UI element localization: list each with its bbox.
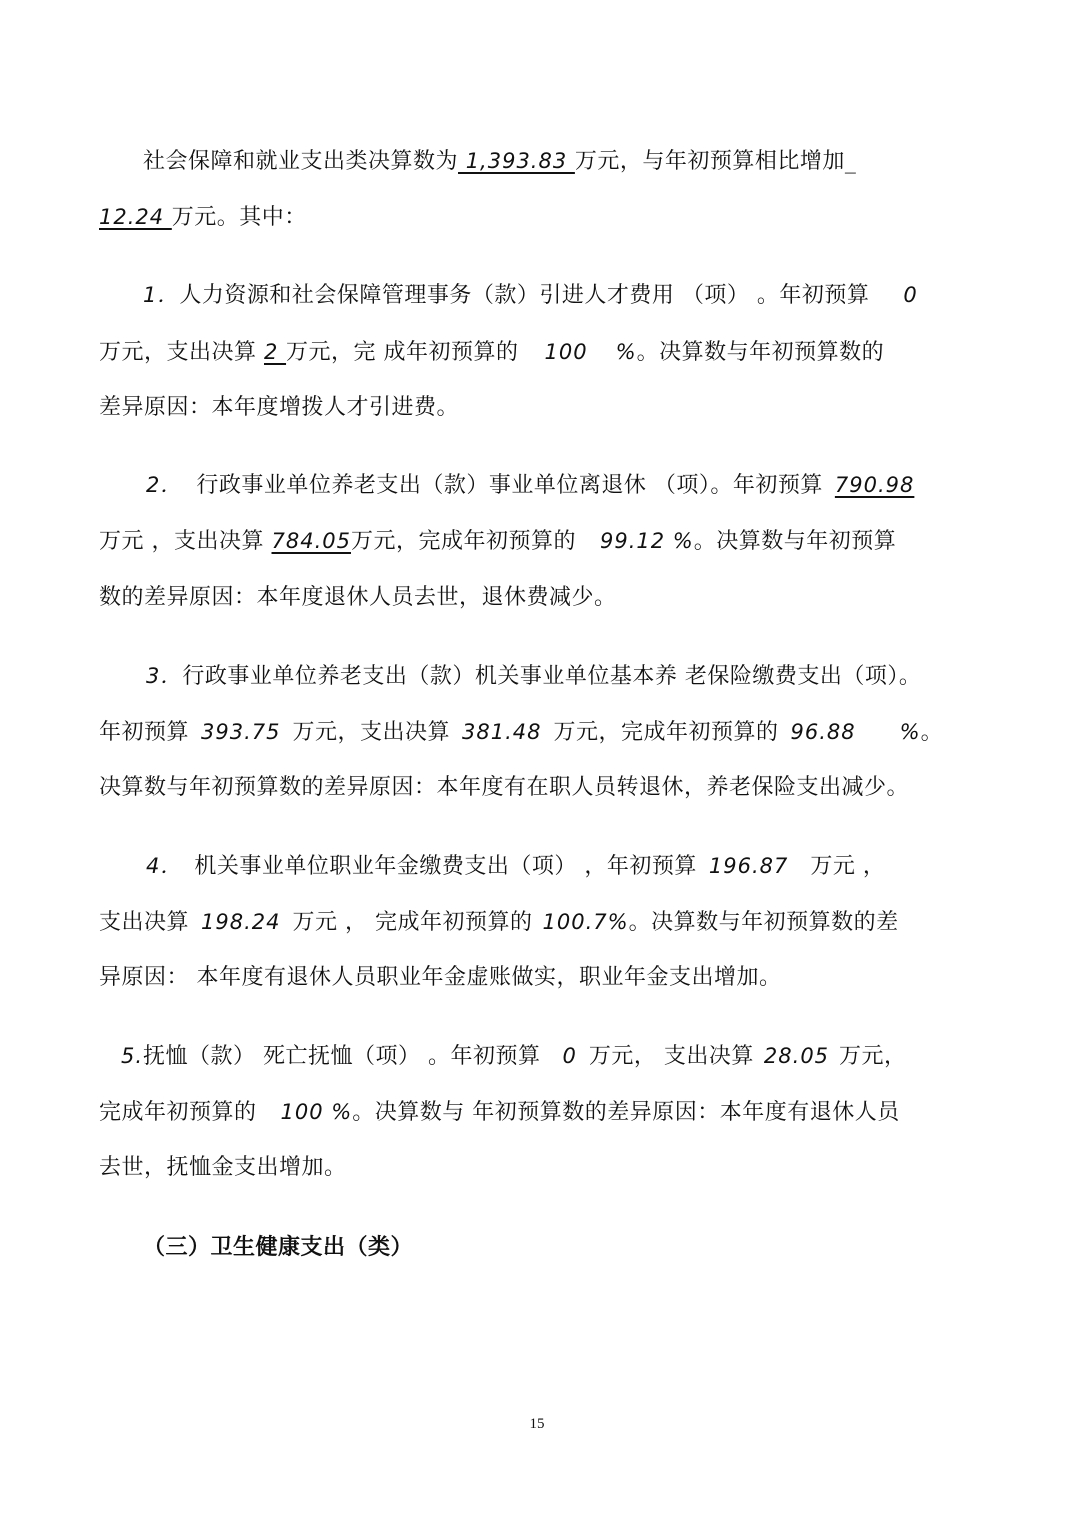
item2-reason: 数的差异原因：本年度退休人员去世，退休费减少。 [99, 585, 617, 610]
item1-line-3 [99, 393, 459, 423]
item5-reason: 去世，抚恤金支出增加。 [99, 1155, 347, 1180]
item3-actual: 381.48 [462, 720, 542, 744]
item4-text-4: 。决算数与年初预算数的差 [628, 910, 899, 935]
item1-actual: 2 [264, 340, 287, 364]
item3-percent: % [899, 720, 921, 744]
intro-text-2: 万元，与年初预算相比增加 [574, 149, 845, 174]
underscore-mark: _ [844, 149, 857, 174]
item5-budget: 0 [562, 1044, 577, 1068]
item2-text-3: 。决算数与年初预算 [693, 529, 897, 554]
item2-rate: 99.12 % [600, 529, 694, 553]
total-amount: 1,393.83 [458, 149, 575, 173]
item3-line-1 [146, 661, 921, 692]
item4-text-3: 万元 ， 完成年初预算的 [292, 910, 533, 935]
intro-text-3: 万元。其中： [171, 205, 307, 230]
item4-line-1 [146, 851, 885, 882]
item3-text: 年初预算 [99, 720, 190, 745]
item5-actual: 28.05 [763, 1044, 830, 1068]
item4-text-2: 支出决算 [99, 910, 190, 935]
item5-number: 5. [121, 1044, 144, 1068]
item1-number: 1． [143, 283, 180, 307]
item5-line-2 [99, 1097, 900, 1128]
item2-text-2: 万元，完成年初预算的 [350, 529, 576, 554]
item3-budget: 393.75 [201, 720, 281, 744]
item3-number: 3． [146, 664, 183, 688]
item2-actual: 784.05 [271, 529, 351, 553]
item1-line-2 [99, 337, 884, 368]
item2-number: 2． [146, 473, 183, 497]
item3-reason: 决算数与年初预算数的差异原因：本年度有在职人员转退休，养老保险支出减少。 [99, 775, 910, 800]
increase-amount: 12.24 [99, 205, 172, 229]
item2-line-3 [99, 583, 617, 613]
item1-text-2: 万元，完 成年初预算的 [286, 340, 519, 365]
item5-text-2: 万元， [839, 1044, 907, 1069]
item2-title: 行政事业单位养老支出（款）事业单位离退休 （项）。年初预算 [196, 473, 823, 498]
item1-title: 人力资源和社会保障管理事务（款）引进人才费用 （项） 。年初预算 [179, 283, 870, 308]
item5-text-3: 完成年初预算的 [99, 1100, 257, 1125]
item1-text: 万元，支出决算 [99, 340, 264, 365]
item4-actual: 198.24 [201, 910, 281, 934]
item1-percent: % [615, 340, 637, 364]
item4-number: 4． [146, 854, 183, 878]
intro-line-2 [99, 202, 307, 233]
item5-line-3 [99, 1153, 347, 1183]
page-number: 15 [529, 1416, 545, 1432]
item3-line-2 [99, 717, 943, 748]
item5-line-1 [121, 1041, 907, 1072]
item4-line-2 [99, 907, 899, 938]
item4-line-3 [99, 963, 782, 993]
item4-budget: 196.87 [708, 854, 789, 878]
item5-text-4: 。决算数与 年初预算数的差异原因：本年度有退休人员 [352, 1100, 900, 1125]
item2-line-1 [146, 470, 914, 501]
section-heading: （三）卫生健康支出（类） [143, 1234, 414, 1260]
item1-reason: 差异原因：本年度增拨人才引进费。 [99, 395, 460, 420]
item1-text-3: 。决算数与年初预算数的 [636, 340, 885, 365]
item4-rate: 100.7% [542, 910, 629, 934]
intro-text: 社会保障和就业支出类决算数为 [143, 149, 459, 174]
item3-line-3 [99, 773, 909, 803]
item5-title: 抚恤（款） 死亡抚恤（项） 。年初预算 [143, 1044, 541, 1069]
item3-period: 。 [920, 720, 944, 745]
item1-line-1 [143, 280, 918, 311]
item4-reason: 异原因： 本年度有退休人员职业年金虚账做实，职业年金支出增加。 [99, 965, 782, 990]
item3-text-2: 万元，支出决算 [292, 720, 451, 745]
item5-text: 万元， 支出决算 [588, 1044, 754, 1069]
item3-rate: 96.88 [790, 720, 856, 744]
item4-text: 万元 ， [810, 854, 886, 879]
item2-line-2 [99, 526, 896, 557]
item4-title: 机关事业单位职业年金缴费支出（项） ，年初预算 [194, 854, 697, 879]
item5-rate: 100 % [280, 1100, 353, 1124]
item2-budget: 790.98 [834, 473, 915, 497]
item3-text-3: 万元，完成年初预算的 [553, 720, 779, 745]
item2-text: 万元 ，支出决算 [99, 529, 272, 554]
item1-budget: 0 [903, 283, 918, 307]
item3-title: 行政事业单位养老支出（款）机关事业单位基本养 老保险缴费支出（项）。 [182, 664, 922, 689]
intro-line-1 [143, 146, 856, 177]
item1-rate: 100 [544, 340, 588, 364]
